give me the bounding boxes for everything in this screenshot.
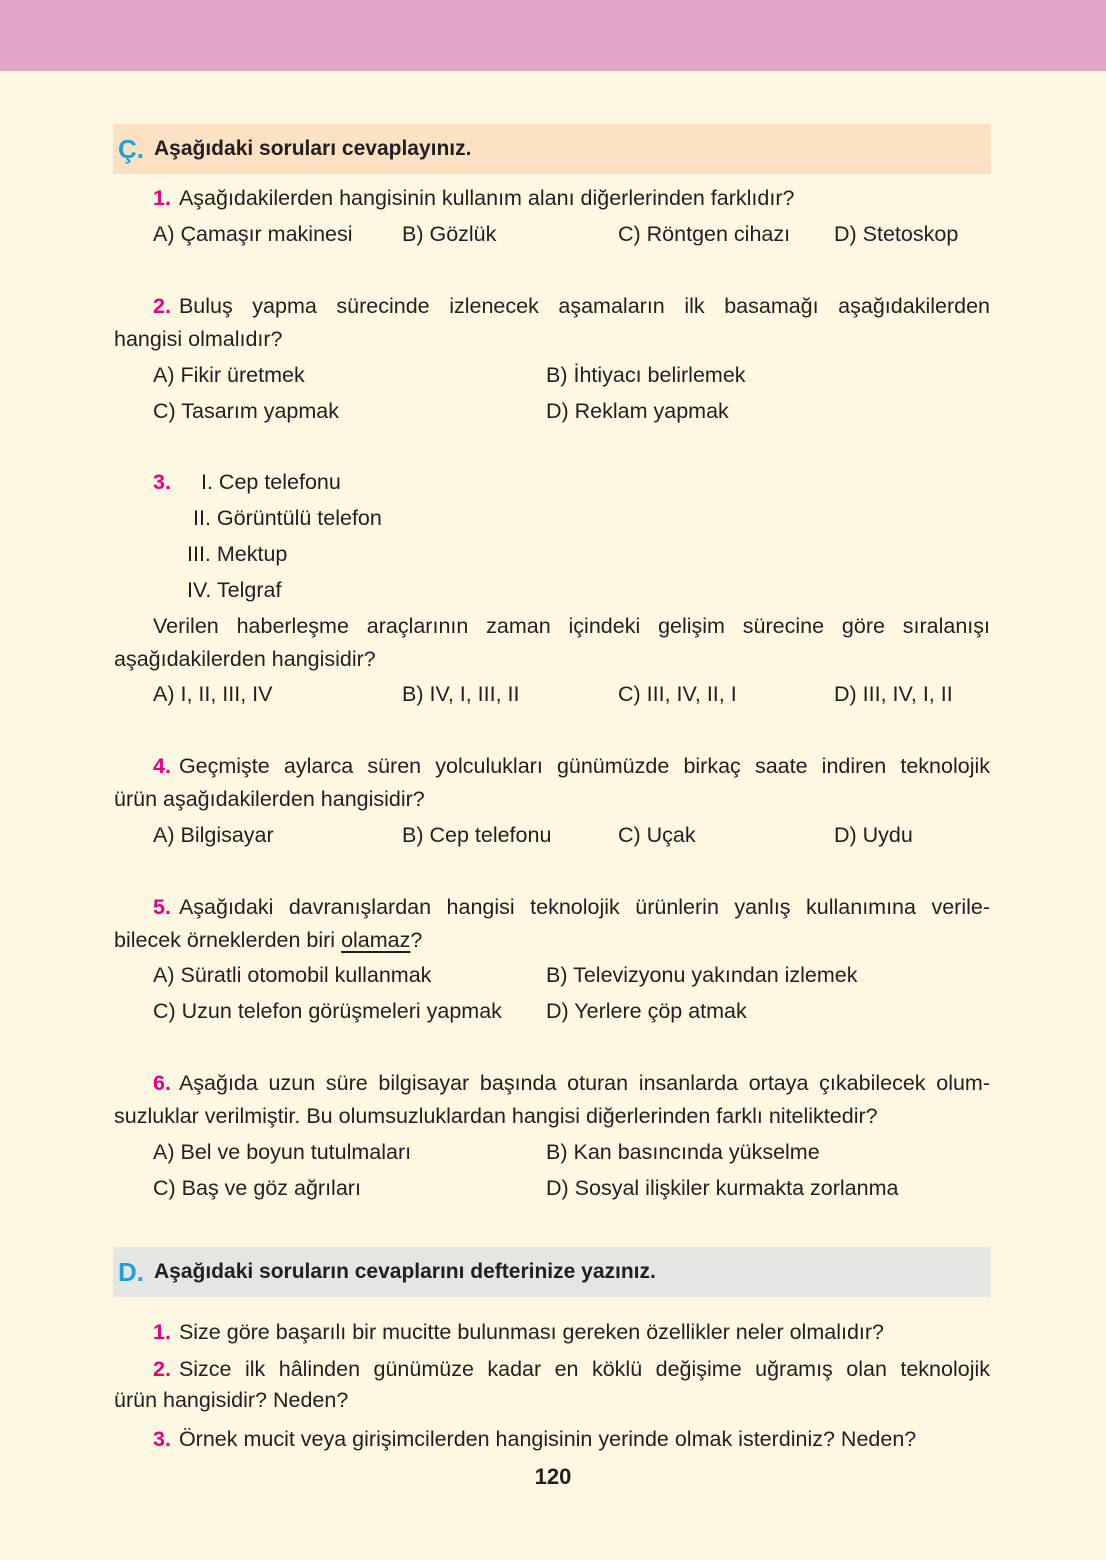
question-text: Buluş yapma sürecinde izlenecek aşamaların ilk basamağı aşağıdakilerden [178, 294, 990, 318]
q2-option-a[interactable]: A) Fikir üretmek [153, 363, 305, 387]
question-text: Size göre başarılı bir mucitte bulunması gereken özellikler neler olmalıdır? [178, 1320, 884, 1344]
q4-option-d[interactable]: D) Uydu [834, 823, 913, 847]
question-number: 2. [153, 294, 171, 318]
question-text-cont [114, 927, 422, 953]
d-question-1 [153, 1319, 884, 1345]
section-d-header [113, 1247, 991, 1297]
question-text-cont: ürün aşağıdakilerden hangisidir? [114, 787, 425, 811]
underlined-word: olamaz [341, 928, 411, 952]
question-text: Sizce ilk hâlinden günümüze kadar en köklü değişime uğramış olan teknolojik [178, 1357, 990, 1381]
section-c-title: Aşağıdaki soruları cevaplayınız. [154, 137, 472, 160]
section-d-title: Aşağıdaki soruların cevaplarını defterinize yazınız. [154, 1260, 656, 1283]
list-item: IV. Telgraf [187, 578, 282, 602]
question-text-cont: aşağıdakilerden hangisidir? [114, 647, 376, 671]
section-c-header [113, 124, 991, 174]
q1-option-c[interactable]: C) Röntgen cihazı [618, 222, 791, 246]
question-number: 1. [153, 1320, 171, 1344]
question-3 [153, 469, 179, 495]
d-question-2 [153, 1356, 990, 1382]
q5-option-c[interactable]: C) Uzun telefon görüşmeleri yapmak [153, 999, 502, 1023]
q1-option-d[interactable]: D) Stetoskop [834, 222, 959, 246]
question-text: Aşağıda uzun süre bilgisayar başında oturan insanlarda ortaya çıkabilecek olum- [178, 1071, 990, 1095]
q3-option-d[interactable]: D) III, IV, I, II [834, 682, 953, 706]
question-text: Örnek mucit veya girişimcilerden hangisinin yerinde olmak isterdiniz? Neden? [178, 1427, 917, 1451]
question-number: 2. [153, 1357, 171, 1381]
q4-option-a[interactable]: A) Bilgisayar [153, 823, 274, 847]
q2-option-c[interactable]: C) Tasarım yapmak [153, 399, 339, 423]
q5-option-d[interactable]: D) Yerlere çöp atmak [546, 999, 747, 1023]
question-mark: ? [410, 928, 423, 952]
list-item: I. Cep telefonu [201, 470, 341, 494]
q1-option-a[interactable]: A) Çamaşır makinesi [153, 222, 353, 246]
question-number: 5. [153, 895, 171, 919]
question-text: Aşağıdaki davranışlardan hangisi teknolojik ürünlerin yanlış kullanımına verile- [178, 895, 990, 919]
question-6 [153, 1070, 990, 1096]
question-number: 4. [153, 754, 171, 778]
q4-option-c[interactable]: C) Uçak [618, 823, 696, 847]
q5-option-b[interactable]: B) Televizyonu yakından izlemek [546, 963, 858, 987]
list-item: II. Görüntülü telefon [193, 506, 382, 530]
question-5 [153, 894, 990, 920]
section-c-letter: Ç. [118, 133, 144, 164]
question-1 [153, 185, 794, 211]
question-number: 6. [153, 1071, 171, 1095]
section-d-letter: D. [118, 1256, 144, 1287]
list-item: III. Mektup [187, 542, 288, 566]
d-question-3 [153, 1426, 916, 1452]
question-text: Geçmişte aylarca süren yolculukları günümüzde birkaç saate indiren teknolojik [178, 754, 990, 778]
q6-option-c[interactable]: C) Baş ve göz ağrıları [153, 1176, 361, 1200]
q3-option-b[interactable]: B) IV, I, III, II [402, 682, 520, 706]
question-text: Verilen haberleşme araçlarının zaman içindeki gelişim sürecine göre sıralanışı [153, 614, 990, 638]
q3-option-a[interactable]: A) I, II, III, IV [153, 682, 273, 706]
question-text-cont: ürün hangisidir? Neden? [114, 1388, 349, 1412]
question-number: 1. [153, 186, 171, 210]
question-4 [153, 753, 990, 779]
top-color-band [0, 0, 1106, 71]
page-number: 120 [534, 1464, 572, 1489]
q1-option-b[interactable]: B) Gözlük [402, 222, 497, 246]
question-text: Aşağıdakilerden hangisinin kullanım alanı diğerlerinden farklıdır? [178, 186, 795, 210]
q2-option-d[interactable]: D) Reklam yapmak [546, 399, 729, 423]
q6-option-d[interactable]: D) Sosyal ilişkiler kurmakta zorlanma [546, 1176, 899, 1200]
q2-option-b[interactable]: B) İhtiyacı belirlemek [546, 363, 746, 387]
q6-option-b[interactable]: B) Kan basıncında yükselme [546, 1140, 820, 1164]
question-text-cont: hangisi olmalıdır? [114, 327, 283, 351]
q3-option-c[interactable]: C) III, IV, II, I [618, 682, 737, 706]
question-2 [153, 293, 990, 319]
q6-option-a[interactable]: A) Bel ve boyun tutulmaları [153, 1140, 412, 1164]
question-text-cont: suzluklar verilmiştir. Bu olumsuzluklardan hangisi diğerlerinden farklı niteliktedir? [114, 1104, 878, 1128]
q5-option-a[interactable]: A) Süratli otomobil kullanmak [153, 963, 432, 987]
q4-option-b[interactable]: B) Cep telefonu [402, 823, 552, 847]
question-number: 3. [153, 1427, 171, 1451]
question-number: 3. [153, 470, 171, 494]
question-text-part: bilecek örneklerden biri [114, 928, 342, 952]
